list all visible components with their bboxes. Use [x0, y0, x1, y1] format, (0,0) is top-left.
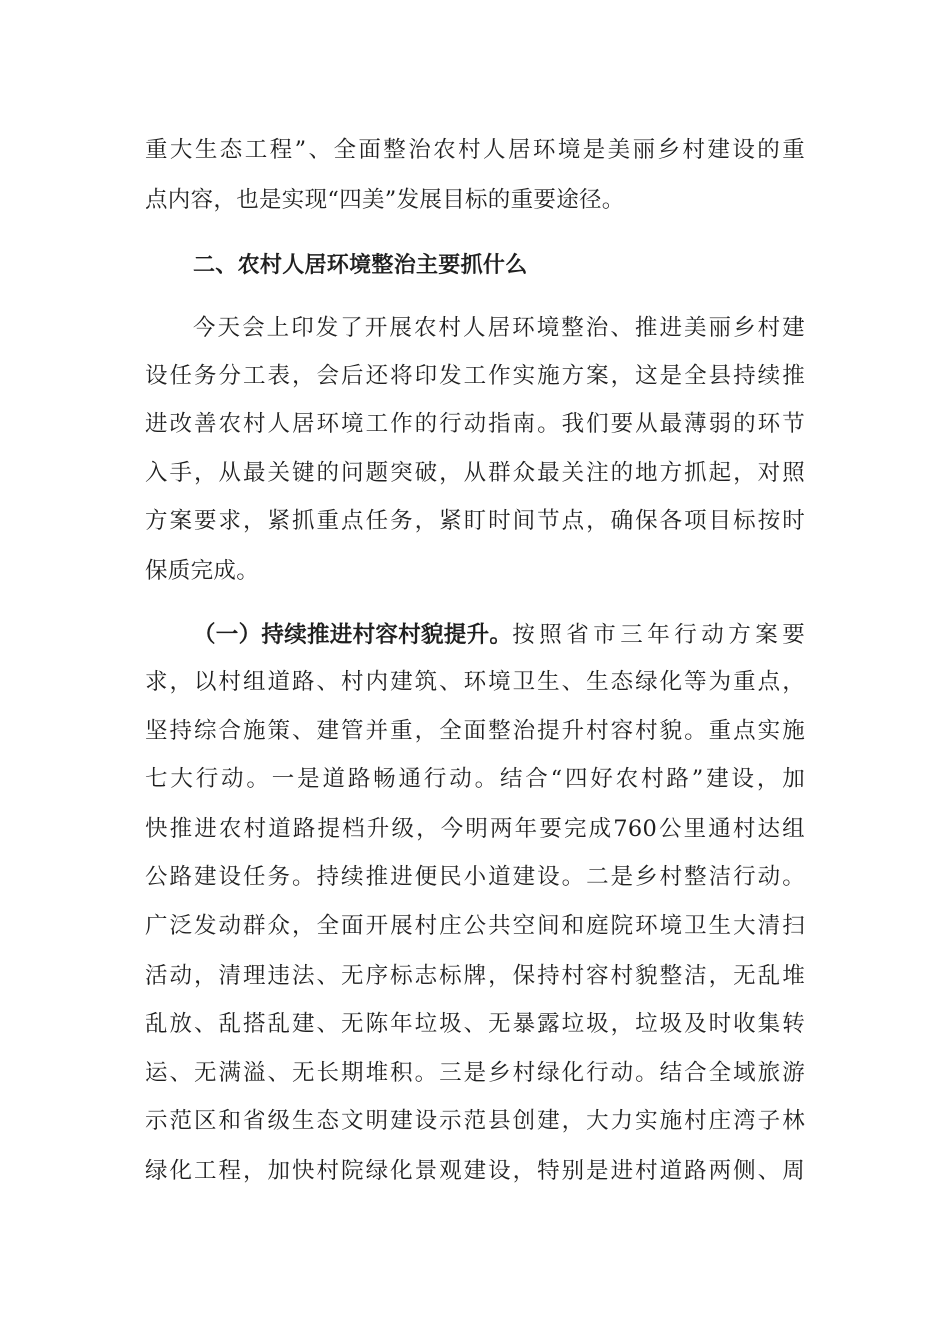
paragraph-line: 方案要求，紧抓重点任务，紧盯时间节点，确保各项目标按时	[145, 508, 805, 534]
paragraph-line: 坚持综合施策、建管并重，全面整治提升村容村貌。重点实施	[145, 718, 805, 744]
paragraph-line: 按照省市三年行动方案要	[512, 622, 805, 648]
paragraph-line: 绿化工程，加快村院绿化景观建设，特别是进村道路两侧、周	[145, 1158, 805, 1184]
subsection-first-line	[193, 615, 805, 655]
paragraph-line: 入手，从最关键的问题突破，从群众最关注的地方抓起，对照	[145, 460, 805, 486]
paragraph-line: 活动，清理违法、无序标志标牌，保持村容村貌整洁，无乱堆	[145, 963, 805, 989]
section-heading: 二、农村人居环境整治主要抓什么	[193, 253, 528, 278]
paragraph-line: 七大行动。一是道路畅通行动。结合“四好农村路”建设，加	[145, 766, 805, 792]
paragraph-line: 乱放、乱搭乱建、无陈年垃圾、无暴露垃圾，垃圾及时收集转	[145, 1011, 805, 1037]
subsection-title: （一）持续推进村容村貌提升。	[193, 622, 513, 648]
paragraph-line: 保质完成。	[145, 558, 260, 584]
paragraph-line: 快推进农村道路提档升级，今明两年要完成760公里通村达组	[145, 816, 805, 842]
paragraph-line: 示范区和省级生态文明建设示范县创建，大力实施村庄湾子林	[145, 1108, 805, 1134]
paragraph-line: 运、无满溢、无长期堆积。三是乡村绿化行动。结合全域旅游	[145, 1060, 805, 1086]
paragraph-line: 广泛发动群众，全面开展村庄公共空间和庭院环境卫生大清扫	[145, 913, 805, 939]
paragraph-line: 重大生态工程”、全面整治农村人居环境是美丽乡村建设的重	[145, 137, 805, 163]
paragraph-line: 今天会上印发了开展农村人居环境整治、推进美丽乡村建	[193, 315, 805, 341]
paragraph-line: 公路建设任务。持续推进便民小道建设。二是乡村整洁行动。	[145, 864, 805, 890]
paragraph-line: 点内容，也是实现“四美”发展目标的重要途径。	[145, 187, 625, 213]
paragraph-line: 求，以村组道路、村内建筑、环境卫生、生态绿化等为重点，	[145, 669, 805, 695]
paragraph-line: 设任务分工表，会后还将印发工作实施方案，这是全县持续推	[145, 363, 805, 389]
paragraph-line: 进改善农村人居环境工作的行动指南。我们要从最薄弱的环节	[145, 411, 805, 437]
